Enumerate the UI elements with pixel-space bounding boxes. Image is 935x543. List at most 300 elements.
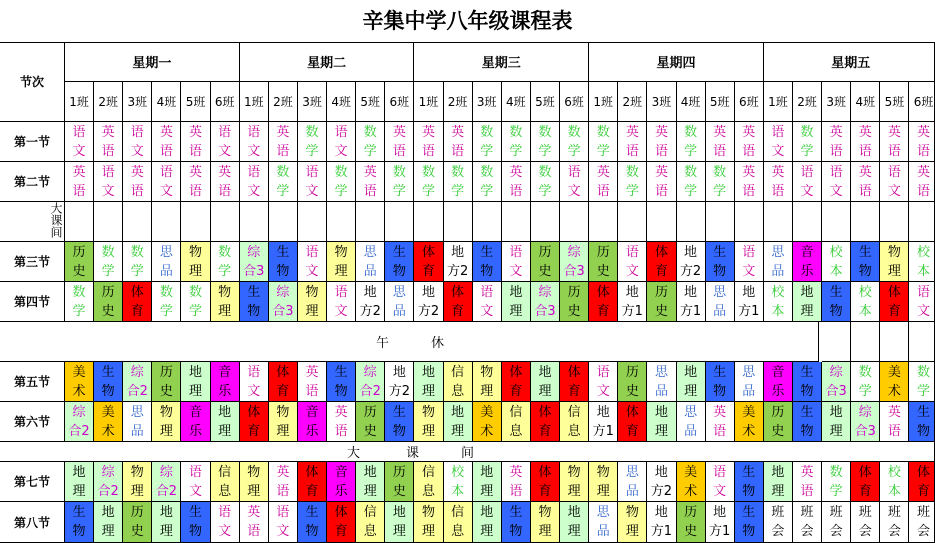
subject-cell <box>94 122 123 162</box>
subject-char-1: 综 <box>72 404 86 420</box>
subject-char-1: 语 <box>509 244 523 260</box>
subject-char-2: 育 <box>538 483 552 499</box>
period-label: 第二节 <box>0 162 65 202</box>
subject-cell <box>444 362 473 402</box>
subject-char-1: 地 <box>509 284 523 300</box>
subject-char-1: 体 <box>305 464 319 480</box>
subject-cell <box>589 122 618 162</box>
subject-char-2: 物 <box>509 524 523 539</box>
subject-char-2: 文 <box>305 263 319 279</box>
empty-cell <box>764 202 793 242</box>
subject-char-2: 理 <box>771 483 785 499</box>
subject-cell <box>764 462 793 502</box>
subject-char-2: 文 <box>334 303 348 319</box>
subject-cell <box>735 122 764 162</box>
class-header: 3班 <box>647 82 676 122</box>
subject-cell <box>65 502 94 543</box>
subject-cell <box>531 282 560 322</box>
subject-cell <box>298 362 327 402</box>
subject-char-2: 理 <box>421 383 435 399</box>
subject-char-1: 音 <box>189 404 203 420</box>
subject-char-1: 历 <box>159 364 173 380</box>
subject-cell <box>851 162 880 202</box>
subject-cell <box>385 502 414 543</box>
subject-char-1: 语 <box>218 124 232 140</box>
subject-cell <box>822 242 851 282</box>
subject-char-1: 语 <box>567 164 581 180</box>
subject-char-2: 品 <box>596 524 610 539</box>
subject-char-1: 地 <box>480 505 494 520</box>
subject-char-1: 地 <box>363 464 377 480</box>
subject-char-2: 语 <box>189 143 203 159</box>
subject-cell <box>94 402 123 442</box>
subject-char-1: 地 <box>713 505 727 520</box>
subject-char-1: 班 <box>858 505 872 520</box>
subject-cell <box>414 122 443 162</box>
subject-cell <box>94 462 123 502</box>
subject-cell <box>677 162 706 202</box>
subject-char-2: 育 <box>509 383 523 399</box>
subject-char-1: 班 <box>887 505 901 520</box>
subject-cell <box>735 282 764 322</box>
subject-cell <box>560 162 589 202</box>
subject-char-1: 地 <box>72 464 86 480</box>
subject-cell <box>65 282 94 322</box>
subject-char-2: 育 <box>538 423 552 439</box>
subject-char-2: 理 <box>538 524 552 539</box>
subject-char-1: 数 <box>276 164 290 180</box>
subject-char-2: 会 <box>800 524 814 539</box>
subject-char-1: 美 <box>742 404 756 420</box>
subject-cell <box>269 162 298 202</box>
subject-char-1: 历 <box>101 284 115 300</box>
subject-cell <box>444 122 473 162</box>
subject-char-2: 育 <box>858 483 872 499</box>
subject-char-2: 史 <box>596 263 610 279</box>
empty-cell <box>94 202 123 242</box>
subject-char-2: 方2 <box>446 263 469 279</box>
subject-char-2: 语 <box>800 483 814 499</box>
empty-cell <box>298 202 327 242</box>
subject-cell <box>444 402 473 442</box>
subject-cell <box>502 502 531 543</box>
subject-cell <box>560 362 589 402</box>
subject-cell <box>502 402 531 442</box>
subject-char-1: 地 <box>392 364 406 380</box>
subject-char-2: 物 <box>247 303 261 319</box>
subject-char-2: 物 <box>742 524 756 539</box>
subject-char-2: 息 <box>218 483 232 499</box>
subject-char-2: 品 <box>742 383 756 399</box>
subject-char-2: 史 <box>567 303 581 319</box>
subject-char-1: 数 <box>334 164 348 180</box>
empty-cell <box>152 202 181 242</box>
subject-char-1: 数 <box>72 284 86 300</box>
subject-char-1: 英 <box>276 124 290 140</box>
subject-char-1: 生 <box>189 505 203 520</box>
subject-cell <box>211 502 240 543</box>
subject-char-2: 息 <box>421 483 435 499</box>
subject-cell <box>735 402 764 442</box>
subject-char-1: 体 <box>625 404 639 420</box>
subject-char-2: 育 <box>451 303 465 319</box>
subject-cell <box>589 462 618 502</box>
subject-cell <box>909 122 935 162</box>
subject-char-2: 语 <box>887 423 901 439</box>
subject-char-2: 语 <box>159 143 173 159</box>
subject-cell <box>414 162 443 202</box>
subject-cell <box>851 242 880 282</box>
subject-char-2: 学 <box>596 143 610 159</box>
subject-char-1: 英 <box>713 124 727 140</box>
subject-char-1: 英 <box>247 505 261 520</box>
subject-cell <box>385 282 414 322</box>
subject-char-2: 语 <box>276 483 290 499</box>
afternoon-break-char: 大 <box>347 446 361 461</box>
subject-char-2: 语 <box>72 183 86 199</box>
subject-char-1: 生 <box>800 404 814 420</box>
subject-cell <box>822 362 851 402</box>
empty-cell <box>211 202 240 242</box>
subject-cell <box>181 362 210 402</box>
subject-char-2: 文 <box>130 143 144 159</box>
subject-char-2: 学 <box>480 183 494 199</box>
subject-cell <box>211 162 240 202</box>
subject-cell <box>123 122 152 162</box>
subject-char-1: 地 <box>684 284 698 300</box>
subject-cell <box>123 282 152 322</box>
subject-char-2: 学 <box>305 143 319 159</box>
subject-char-2: 品 <box>392 303 406 319</box>
period-label: 第五节 <box>0 362 65 402</box>
subject-char-2: 育 <box>596 303 610 319</box>
subject-char-1: 英 <box>509 464 523 480</box>
subject-char-2: 理 <box>800 303 814 319</box>
subject-char-1: 美 <box>887 364 901 380</box>
subject-cell <box>385 122 414 162</box>
subject-char-2: 物 <box>713 383 727 399</box>
subject-char-1: 英 <box>218 164 232 180</box>
subject-char-2: 理 <box>72 483 86 499</box>
subject-char-1: 语 <box>800 164 814 180</box>
subject-char-1: 物 <box>421 505 435 520</box>
subject-cell <box>647 402 676 442</box>
subject-char-2: 学 <box>392 183 406 199</box>
subject-char-2: 语 <box>276 143 290 159</box>
subject-cell <box>298 402 327 442</box>
subject-char-1: 校 <box>829 244 843 260</box>
subject-char-1: 数 <box>480 124 494 140</box>
subject-char-1: 体 <box>567 364 581 380</box>
subject-cell <box>327 462 356 502</box>
empty-cell <box>414 202 443 242</box>
subject-cell <box>327 242 356 282</box>
empty-cell <box>647 202 676 242</box>
subject-char-2: 方2 <box>417 303 440 319</box>
subject-cell <box>269 122 298 162</box>
subject-char-2: 合3 <box>563 263 585 279</box>
class-header: 5班 <box>181 82 210 122</box>
subject-char-1: 综 <box>101 464 115 480</box>
subject-char-1: 历 <box>771 404 785 420</box>
subject-char-1: 数 <box>392 164 406 180</box>
subject-char-2: 学 <box>625 183 639 199</box>
subject-cell <box>851 122 880 162</box>
subject-char-1: 英 <box>363 164 377 180</box>
subject-char-1: 校 <box>451 464 465 480</box>
subject-char-2: 语 <box>305 383 319 399</box>
subject-cell <box>298 162 327 202</box>
subject-char-1: 历 <box>72 244 86 260</box>
subject-char-2: 理 <box>567 524 581 539</box>
subject-cell <box>531 502 560 543</box>
subject-char-2: 理 <box>480 483 494 499</box>
subject-char-1: 音 <box>218 364 232 380</box>
subject-cell <box>181 402 210 442</box>
subject-cell <box>298 242 327 282</box>
subject-char-1: 体 <box>596 284 610 300</box>
subject-char-2: 术 <box>887 383 901 399</box>
subject-cell <box>618 402 647 442</box>
subject-char-2: 品 <box>771 263 785 279</box>
subject-char-2: 文 <box>742 263 756 279</box>
subject-char-2: 方2 <box>359 303 381 319</box>
class-header: 2班 <box>444 82 473 122</box>
subject-char-1: 英 <box>596 164 610 180</box>
subject-char-2: 会 <box>887 524 901 539</box>
subject-char-1: 语 <box>334 284 348 300</box>
subject-char-2: 文 <box>800 183 814 199</box>
subject-cell <box>735 462 764 502</box>
subject-char-2: 合2 <box>68 423 90 439</box>
subject-cell <box>851 282 880 322</box>
subject-char-2: 乐 <box>305 423 319 439</box>
subject-char-1: 美 <box>101 404 115 420</box>
period-label: 第八节 <box>0 502 65 543</box>
period-label: 第一节 <box>0 122 65 162</box>
subject-char-1: 生 <box>480 244 494 260</box>
subject-char-2: 术 <box>684 483 698 499</box>
subject-char-2: 合3 <box>272 303 294 319</box>
subject-char-2: 乐 <box>800 263 814 279</box>
subject-cell <box>647 282 676 322</box>
subject-char-2: 文 <box>101 183 115 199</box>
subject-cell <box>793 282 822 322</box>
subject-cell <box>444 462 473 502</box>
subject-char-1: 信 <box>451 505 465 520</box>
subject-char-1: 体 <box>538 404 552 420</box>
subject-char-1: 英 <box>305 364 319 380</box>
subject-cell <box>385 162 414 202</box>
subject-char-2: 文 <box>247 183 261 199</box>
subject-cell <box>618 282 647 322</box>
subject-char-1: 综 <box>858 404 872 420</box>
subject-cell <box>880 282 909 322</box>
subject-cell <box>531 402 560 442</box>
subject-char-1: 信 <box>509 404 523 420</box>
subject-char-2: 育 <box>654 263 668 279</box>
subject-cell <box>677 242 706 282</box>
period-label: 第三节 <box>0 242 65 282</box>
subject-cell <box>677 282 706 322</box>
subject-char-2: 物 <box>392 423 406 439</box>
subject-char-2: 文 <box>917 303 931 319</box>
subject-char-2: 理 <box>218 303 232 319</box>
class-header: 3班 <box>123 82 152 122</box>
subject-cell <box>123 402 152 442</box>
subject-cell <box>94 162 123 202</box>
subject-char-2: 史 <box>392 483 406 499</box>
subject-char-2: 合2 <box>359 383 381 399</box>
subject-char-2: 语 <box>654 183 668 199</box>
subject-char-2: 文 <box>189 483 203 499</box>
subject-char-1: 信 <box>421 464 435 480</box>
subject-char-1: 英 <box>917 164 931 180</box>
subject-char-1: 语 <box>742 244 756 260</box>
subject-cell <box>211 282 240 322</box>
subject-char-2: 方1 <box>650 524 673 539</box>
subject-cell <box>356 462 385 502</box>
subject-char-1: 物 <box>218 284 232 300</box>
subject-char-2: 理 <box>538 383 552 399</box>
subject-char-2: 物 <box>800 383 814 399</box>
subject-char-2: 语 <box>887 143 901 159</box>
subject-char-2: 语 <box>858 143 872 159</box>
subject-cell <box>560 122 589 162</box>
subject-char-1: 物 <box>567 464 581 480</box>
subject-char-1: 体 <box>887 284 901 300</box>
subject-char-2: 理 <box>159 423 173 439</box>
class-header: 6班 <box>385 82 414 122</box>
subject-char-1: 体 <box>421 244 435 260</box>
subject-char-1: 英 <box>159 124 173 140</box>
subject-char-1: 数 <box>858 364 872 380</box>
subject-char-1: 地 <box>421 364 435 380</box>
subject-char-2: 品 <box>654 383 668 399</box>
subject-char-1: 校 <box>887 464 901 480</box>
subject-char-1: 生 <box>800 364 814 380</box>
subject-char-2: 语 <box>451 143 465 159</box>
subject-char-1: 语 <box>189 464 203 480</box>
subject-cell <box>560 282 589 322</box>
subject-char-1: 体 <box>654 244 668 260</box>
subject-char-2: 学 <box>800 143 814 159</box>
subject-cell <box>356 362 385 402</box>
subject-char-2: 语 <box>101 143 115 159</box>
subject-char-1: 英 <box>276 464 290 480</box>
subject-cell <box>531 162 560 202</box>
subject-char-1: 语 <box>130 124 144 140</box>
subject-char-2: 学 <box>567 143 581 159</box>
subject-cell <box>356 402 385 442</box>
subject-char-2: 理 <box>625 524 639 539</box>
subject-char-2: 合3 <box>854 423 876 439</box>
subject-char-2: 理 <box>189 383 203 399</box>
subject-char-1: 体 <box>917 464 931 480</box>
subject-cell <box>706 282 735 322</box>
subject-char-1: 班 <box>829 505 843 520</box>
class-header: 2班 <box>793 82 822 122</box>
subject-char-2: 文 <box>247 143 261 159</box>
subject-char-2: 会 <box>858 524 872 539</box>
subject-cell <box>560 462 589 502</box>
subject-char-1: 体 <box>247 404 261 420</box>
class-header: 4班 <box>851 82 880 122</box>
subject-cell <box>822 502 851 543</box>
subject-cell <box>706 402 735 442</box>
subject-char-1: 地 <box>392 505 406 520</box>
subject-char-1: 生 <box>858 244 872 260</box>
subject-char-2: 语 <box>421 143 435 159</box>
subject-char-2: 育 <box>305 483 319 499</box>
subject-char-1: 英 <box>189 124 203 140</box>
subject-cell <box>298 282 327 322</box>
subject-cell <box>181 242 210 282</box>
subject-cell <box>735 242 764 282</box>
subject-cell <box>706 462 735 502</box>
subject-char-1: 数 <box>363 124 377 140</box>
noon-break-char: 午 <box>376 336 390 351</box>
subject-char-2: 理 <box>305 303 319 319</box>
subject-char-2: 理 <box>363 483 377 499</box>
subject-char-2: 本 <box>451 483 465 499</box>
period-label: 第七节 <box>0 462 65 502</box>
subject-char-2: 品 <box>684 423 698 439</box>
subject-char-2: 理 <box>509 303 523 319</box>
subject-cell <box>880 502 909 543</box>
subject-cell <box>706 162 735 202</box>
subject-char-1: 历 <box>392 464 406 480</box>
subject-char-2: 息 <box>509 423 523 439</box>
class-header: 6班 <box>909 82 935 122</box>
subject-char-1: 综 <box>538 284 552 300</box>
subject-char-2: 语 <box>130 183 144 199</box>
subject-cell <box>385 242 414 282</box>
subject-cell <box>473 402 502 442</box>
subject-char-2: 乐 <box>218 383 232 399</box>
subject-cell <box>444 502 473 543</box>
subject-char-1: 英 <box>130 164 144 180</box>
subject-char-1: 生 <box>101 364 115 380</box>
subject-char-1: 语 <box>917 284 931 300</box>
subject-cell <box>706 362 735 402</box>
subject-char-1: 历 <box>538 244 552 260</box>
subject-char-1: 地 <box>771 464 785 480</box>
subject-cell <box>735 162 764 202</box>
subject-char-2: 学 <box>713 183 727 199</box>
subject-cell <box>560 402 589 442</box>
subject-char-2: 语 <box>829 143 843 159</box>
subject-char-2: 文 <box>567 183 581 199</box>
subject-cell <box>793 242 822 282</box>
subject-cell <box>473 242 502 282</box>
subject-char-1: 物 <box>189 244 203 260</box>
subject-char-1: 英 <box>392 124 406 140</box>
subject-char-1: 生 <box>334 364 348 380</box>
subject-cell <box>764 242 793 282</box>
subject-char-1: 英 <box>189 164 203 180</box>
subject-cell <box>414 502 443 543</box>
subject-char-2: 方2 <box>388 383 410 399</box>
subject-char-2: 物 <box>713 263 727 279</box>
subject-char-2: 理 <box>684 383 698 399</box>
afternoon-break-char: 课 <box>406 446 420 461</box>
subject-char-1: 语 <box>596 364 610 380</box>
subject-char-1: 数 <box>189 284 203 300</box>
subject-char-2: 语 <box>713 143 727 159</box>
subject-char-2: 学 <box>684 183 698 199</box>
subject-cell <box>327 122 356 162</box>
